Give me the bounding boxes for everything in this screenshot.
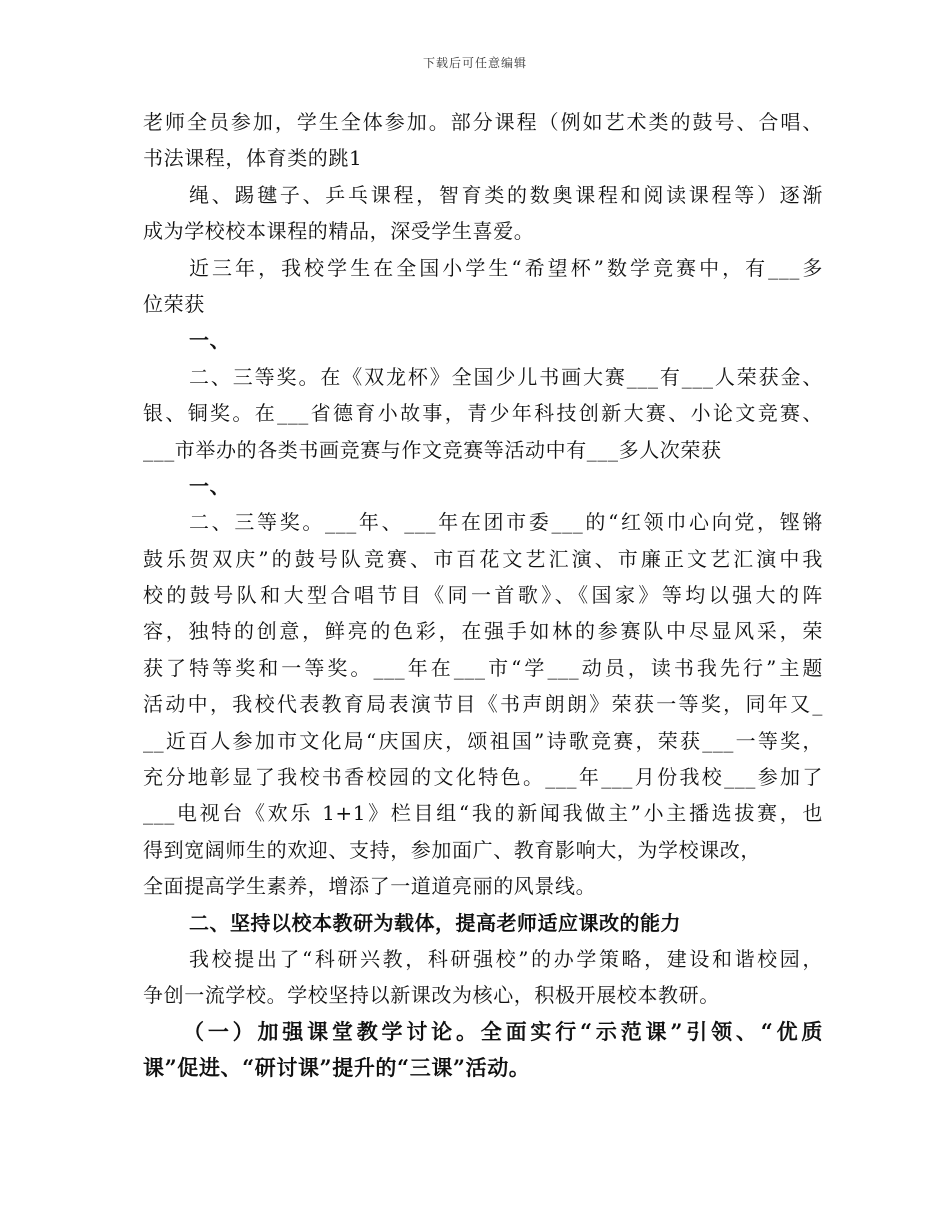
text-line: 活动中，我校代表教育局表演节目《书声朗朗》荣获一等奖，同年又_ bbox=[143, 692, 823, 717]
text-line: __近百人参加市文化局“庆国庆，颂祖国”诗歌竞赛，荣获___一等奖， bbox=[143, 728, 823, 753]
text-line: 鼓乐贺双庆”的鼓号队竞赛、市百花文艺汇演、市廉正文艺汇演中我 bbox=[143, 546, 823, 571]
text-line: 充分地彰显了我校书香校园的文化特色。___年___月份我校___参加了 bbox=[143, 765, 823, 790]
section-heading: 二、坚持以校本教研为载体，提高老师适应课改的能力 bbox=[189, 910, 681, 935]
text-line: 一、 bbox=[189, 473, 231, 498]
text-line: 二、三等奖。在《双龙杯》全国少儿书画大赛___有___人荣获金、 bbox=[189, 364, 823, 389]
text-line: 全面提高学生素养，增添了一道道亮丽的风景线。 bbox=[143, 874, 597, 899]
text-line: 绳、踢毽子、乒乓课程，智育类的数奥课程和阅读课程等）逐渐 bbox=[189, 182, 823, 207]
text-line: 我校提出了“科研兴教，科研强校”的办学策略，建设和谐校园， bbox=[189, 946, 823, 971]
text-line: 校的鼓号队和大型合唱节目《同一首歌》、《国家》等均以强大的阵 bbox=[143, 583, 823, 608]
text-line: 争创一流学校。学校坚持以新课改为核心，积极开展校本教研。 bbox=[143, 983, 720, 1008]
subsection-heading: （一）加强课堂教学讨论。全面实行“示范课”引领、“优质 bbox=[183, 1018, 823, 1044]
text-line: 一、 bbox=[189, 328, 231, 353]
subsection-heading-continued: 课”促进、“研讨课”提升的“三课”活动。 bbox=[143, 1055, 531, 1081]
document-body bbox=[143, 104, 823, 1087]
text-line: 近三年，我校学生在全国小学生“希望杯”数学竞赛中，有___多 bbox=[189, 255, 823, 280]
text-line: 银、铜奖。在___省德育小故事，青少年科技创新大赛、小论文竞赛、 bbox=[143, 401, 823, 426]
text-line: 书法课程，体育类的跳1 bbox=[143, 146, 363, 171]
text-line: 成为学校校本课程的精品，深受学生喜爱。 bbox=[143, 219, 535, 244]
text-line: 位荣获 bbox=[143, 291, 205, 316]
text-line: 获了特等奖和一等奖。___年在___市“学___动员，读书我先行”主题 bbox=[143, 655, 823, 680]
text-line: 老师全员参加，学生全体参加。部分课程（例如艺术类的鼓号、合唱、 bbox=[143, 110, 823, 134]
text-line: ___电视台《欢乐 1+1》栏目组“我的新闻我做主”小主播选拔赛，也 bbox=[143, 801, 823, 826]
text-line: 容，独特的创意，鲜亮的色彩，在强手如林的参赛队中尽显风采，荣 bbox=[143, 619, 823, 644]
page-header: 下载后可任意编辑 bbox=[422, 56, 527, 70]
text-line: 二、三等奖。___年、___年在团市委___的“红领巾心向党，铿锵 bbox=[189, 510, 823, 535]
text-line: 得到宽阔师生的欢迎、支持，参加面广、教育影响大，为学校课改， bbox=[143, 837, 761, 862]
text-line: ___市举办的各类书画竞赛与作文竞赛等活动中有___多人次荣获 bbox=[143, 437, 722, 462]
